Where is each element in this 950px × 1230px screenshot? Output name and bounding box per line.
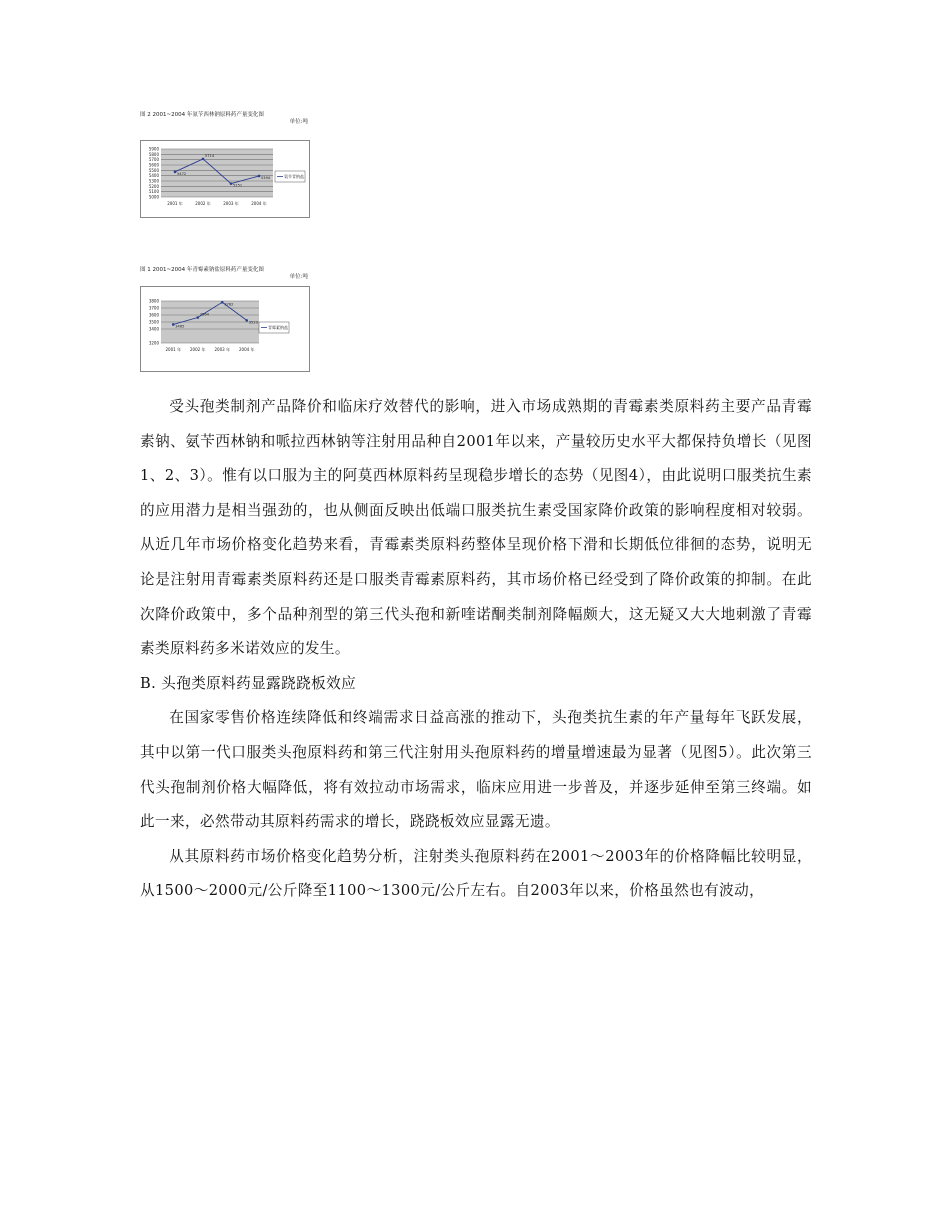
figure-2-chart-frame [140, 140, 310, 218]
figure-2-chart [141, 141, 309, 217]
y-tick-label: 5800 [148, 151, 159, 157]
y-tick-label: 5700 [148, 157, 159, 163]
data-label: 3465 [175, 324, 185, 329]
figure-1-unit: 单位:吨 [289, 274, 308, 280]
data-point [245, 319, 248, 322]
y-tick-label: 5000 [148, 194, 159, 200]
x-tick-label: 2001 年 [167, 201, 183, 206]
data-point [172, 323, 175, 326]
data-label: 3782 [224, 302, 234, 307]
data-label: 3564 [199, 312, 209, 317]
legend-label: 青霉素钠盐 [268, 325, 288, 330]
data-label: 5394 [261, 175, 271, 180]
y-tick-label: 5200 [148, 183, 159, 189]
legend-label: 氨苄青钠盐 [284, 174, 304, 179]
y-tick-label: 3500 [148, 319, 159, 325]
x-tick-label: 2002 年 [195, 201, 211, 206]
data-label: 5251 [233, 183, 243, 188]
figure-1-chart-frame [140, 286, 310, 372]
y-tick-label: 3700 [148, 305, 159, 311]
figure-1 [140, 267, 310, 352]
x-tick-label: 2004 年 [251, 201, 267, 206]
x-tick-label: 2001 年 [165, 347, 181, 352]
section-heading-b: B. 头孢类原料药显露跷跷板效应 [140, 674, 357, 692]
data-point [202, 158, 205, 161]
paragraph-3: 从其原料药市场价格变化趋势分析，注射类头孢原料药在2001～2003年的价格降幅比较明显，从1500～2000元/公斤降至1100～1300元/公斤左右。自2003年以来，价格虽然也有波动， [140, 847, 812, 900]
x-tick-label: 2003 年 [214, 347, 230, 352]
y-tick-label: 5900 [148, 146, 159, 152]
y-tick-label: 3800 [148, 298, 159, 304]
data-label: 5472 [177, 171, 187, 176]
data-point [258, 175, 261, 178]
paragraph-1: 受头孢类制剂产品降价和临床疗效替代的影响，进入市场成熟期的青霉素类原料药主要产品青霉素钠、氨苄西林钠和哌拉西林钠等注射用品种自2001年以来，产量较历史水平大都保持负增长（见图1、2、3）。惟有以口服为主的阿莫西林原料药呈现稳步增长的态势（见图4），由此说明口服类抗生素的应用潜力是相当强劲的，也从侧面反映出低端口服类抗生素受国家降价政策的影响程度相对较弱。从近几年市场价格变化趋势来看，青霉素类原料药整体呈现价格下滑和长期低位徘徊的态势，说明无论是注射用青霉素类原料药还是口服类青霉素原料药，其市场价格已经受到了降价政策的抑制。在此次降价政策中，多个品种剂型的第三代头孢和新喹诺酮类制剂降幅颇大，这无疑又大大地刺激了青霉素类原料药多米诺效应的发生。 [140, 398, 812, 658]
figure-2-title: 图 2 2001~2004 年氨苄西林钠原料药产量变化图 [140, 112, 264, 118]
x-tick-label: 2004 年 [239, 347, 255, 352]
y-tick-label: 5500 [148, 167, 159, 173]
figure-2-unit: 单位:吨 [289, 119, 308, 125]
data-point [196, 316, 199, 319]
y-tick-label: 3600 [148, 312, 159, 318]
figure-2 [140, 112, 310, 206]
data-point [221, 301, 224, 304]
figure-1-chart [141, 287, 309, 371]
data-label: 5714 [205, 153, 215, 158]
y-tick-label: 5300 [148, 178, 159, 184]
data-point [230, 182, 233, 185]
x-tick-label: 2003 年 [223, 201, 239, 206]
y-tick-label: 3400 [148, 326, 159, 332]
data-label: 3523 [248, 320, 258, 325]
data-point [174, 171, 177, 174]
y-tick-label: 5600 [148, 162, 159, 168]
body-text [140, 390, 812, 909]
paragraph-2: 在国家零售价格连续降低和终端需求日益高涨的推动下，头孢类抗生素的年产量每年飞跃发展，其中以第一代口服类头孢原料药和第三代注射用头孢原料药的增量增速最为显著（见图5）。此次第三代头孢制剂价格大幅降低，将有效拉动市场需求，临床应用进一步普及，并逐步延伸至第三终端。如此一来，必然带动其原料药需求的增长，跷跷板效应显露无遗。 [140, 709, 812, 831]
y-tick-label: 3200 [148, 340, 159, 346]
x-tick-label: 2002 年 [190, 347, 206, 352]
y-tick-label: 5100 [148, 189, 159, 195]
y-tick-label: 5400 [148, 173, 159, 179]
figure-1-title: 图 1 2001~2004 年青霉素钠盐原料药产量变化图 [140, 267, 264, 273]
